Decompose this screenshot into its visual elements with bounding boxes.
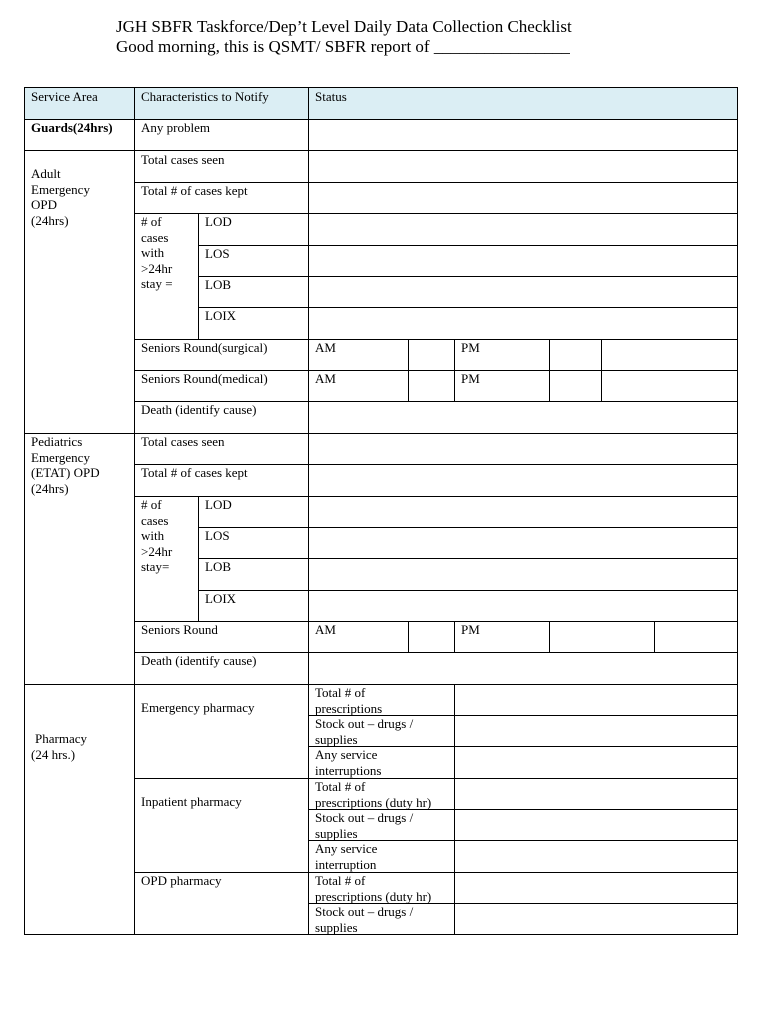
text-line: supplies — [315, 731, 358, 747]
adult-los: LOS — [205, 246, 230, 261]
col-divider — [198, 496, 199, 621]
peds-death: Death (identify cause) — [141, 653, 257, 668]
peds-opd-area — [24, 433, 134, 496]
header-characteristics: Characteristics to Notify — [141, 89, 269, 104]
adult-total-cases-kept: Total # of cases kept — [141, 183, 248, 198]
text-line: Stock out – drugs / — [315, 904, 414, 919]
col-divider — [654, 621, 655, 652]
text-line: supplies — [315, 825, 358, 841]
col-divider — [549, 621, 550, 652]
row-divider — [134, 872, 738, 873]
adult-stay-label-line: >24hr — [141, 260, 173, 276]
row-divider — [198, 276, 738, 277]
row-divider — [134, 370, 738, 371]
peds-stay-label-line: stay= — [141, 559, 170, 574]
peds-total-cases-kept: Total # of cases kept — [141, 465, 248, 480]
row-divider — [308, 715, 738, 716]
text-line: interruptions — [315, 762, 382, 778]
emergency-total-prescriptions — [308, 684, 454, 716]
row-divider — [134, 339, 738, 340]
adult-opd-area — [24, 165, 134, 228]
row-divider — [24, 433, 738, 434]
adult-stay-label-line: # of — [141, 214, 162, 229]
col-divider — [134, 87, 135, 935]
table-border-top — [24, 87, 738, 88]
adult-medical-am: AM — [315, 371, 336, 386]
adult-surgical-pm: PM — [461, 340, 480, 355]
text-line: Stock out – drugs / — [315, 810, 414, 825]
peds-opd-area-line: Pediatrics — [31, 434, 83, 449]
col-divider — [308, 87, 309, 935]
col-divider — [198, 213, 199, 339]
peds-stay-label-line: cases — [141, 512, 169, 528]
opd-pharmacy: OPD pharmacy — [141, 873, 222, 888]
text-line: prescriptions (duty hr) — [315, 794, 432, 810]
text-line: prescriptions (duty hr) — [315, 888, 432, 904]
peds-opd-area-line: Emergency — [31, 449, 90, 465]
row-divider — [198, 590, 738, 591]
col-divider — [549, 339, 550, 401]
row-divider — [134, 496, 738, 497]
adult-total-cases-seen: Total cases seen — [141, 152, 225, 167]
table-border-left — [24, 87, 25, 935]
row-divider — [134, 182, 738, 183]
peds-opd-area-line: (ETAT) OPD — [31, 465, 100, 480]
row-divider — [24, 150, 738, 151]
row-divider — [24, 119, 738, 120]
col-divider — [454, 621, 455, 652]
text-line: supplies — [315, 919, 358, 935]
col-divider — [601, 339, 602, 401]
adult-stay-label-line: with — [141, 245, 165, 260]
adult-opd-area-line: Adult — [31, 166, 61, 181]
pharmacy-area-line: Pharmacy — [35, 731, 87, 746]
opd-total-prescriptions — [308, 872, 454, 904]
adult-loix: LOIX — [205, 308, 237, 323]
adult-lod: LOD — [205, 214, 232, 229]
col-divider — [408, 621, 409, 652]
adult-stay-label-line: cases — [141, 229, 169, 245]
row-divider — [24, 684, 738, 685]
adult-seniors-round-medical: Seniors Round(medical) — [141, 371, 268, 386]
peds-stay-label — [134, 496, 198, 575]
row-divider — [198, 307, 738, 308]
inpatient-total-prescriptions — [308, 778, 454, 810]
header-status: Status — [315, 89, 347, 104]
peds-loix: LOIX — [205, 591, 237, 606]
col-divider — [408, 339, 409, 401]
peds-seniors-am: AM — [315, 622, 336, 637]
peds-seniors-pm: PM — [461, 622, 480, 637]
document-title-line-1: JGH SBFR Taskforce/Dep’t Level Daily Data Collection Checklist — [116, 17, 572, 36]
peds-stay-label-line: >24hr — [141, 543, 173, 559]
row-divider — [134, 213, 738, 214]
header-service-area: Service Area — [31, 89, 98, 104]
text-line: Any service — [315, 747, 378, 762]
peds-total-cases-seen: Total cases seen — [141, 434, 225, 449]
adult-death: Death (identify cause) — [141, 402, 257, 417]
adult-seniors-round-surgical: Seniors Round(surgical) — [141, 340, 268, 355]
adult-stay-label — [134, 213, 198, 292]
text-line: Any service — [315, 841, 378, 856]
row-divider — [198, 558, 738, 559]
row-divider — [308, 903, 738, 904]
row-divider — [134, 778, 738, 779]
adult-stay-label-line: stay = — [141, 276, 173, 291]
emergency-service-interruptions — [308, 746, 454, 778]
emergency-pharmacy: Emergency pharmacy — [141, 700, 255, 715]
document-title-line-2: Good morning, this is QSMT/ SBFR report of ________________ — [116, 37, 570, 56]
adult-lob: LOB — [205, 277, 231, 292]
text-line: Total # of — [315, 685, 366, 700]
row-divider — [134, 652, 738, 653]
col-divider — [454, 339, 455, 401]
row-divider — [308, 746, 738, 747]
row-divider — [198, 245, 738, 246]
row-divider — [198, 527, 738, 528]
text-line: prescriptions — [315, 700, 383, 716]
peds-lod: LOD — [205, 497, 232, 512]
inpatient-service-interruption — [308, 840, 454, 872]
table-border-right — [737, 87, 738, 935]
guards-area: Guards(24hrs) — [31, 120, 113, 135]
row-divider — [308, 840, 738, 841]
peds-los: LOS — [205, 528, 230, 543]
adult-opd-area-line: Emergency — [31, 181, 90, 197]
pharmacy-area-line: (24 hrs.) — [31, 746, 76, 762]
row-divider — [308, 809, 738, 810]
adult-opd-area-line: (24hrs) — [31, 212, 69, 228]
emergency-stock-out — [308, 715, 454, 747]
table-border-bottom — [24, 934, 738, 935]
adult-opd-area-line: OPD — [31, 197, 58, 212]
peds-stay-label-line: with — [141, 528, 165, 543]
opd-stock-out — [308, 903, 454, 935]
peds-seniors-round: Seniors Round — [141, 622, 218, 637]
pharmacy-area — [24, 730, 134, 762]
row-divider — [134, 621, 738, 622]
text-line: Total # of — [315, 873, 366, 888]
peds-opd-area-line: (24hrs) — [31, 480, 69, 496]
row-divider — [134, 464, 738, 465]
text-line: Total # of — [315, 779, 366, 794]
inpatient-pharmacy: Inpatient pharmacy — [141, 794, 242, 809]
peds-lob: LOB — [205, 559, 231, 574]
inpatient-stock-out — [308, 809, 454, 841]
adult-medical-pm: PM — [461, 371, 480, 386]
guards-any-problem: Any problem — [141, 120, 210, 135]
adult-surgical-am: AM — [315, 340, 336, 355]
text-line: interruption — [315, 856, 377, 872]
text-line: Stock out – drugs / — [315, 716, 414, 731]
peds-stay-label-line: # of — [141, 497, 162, 512]
row-divider — [134, 401, 738, 402]
